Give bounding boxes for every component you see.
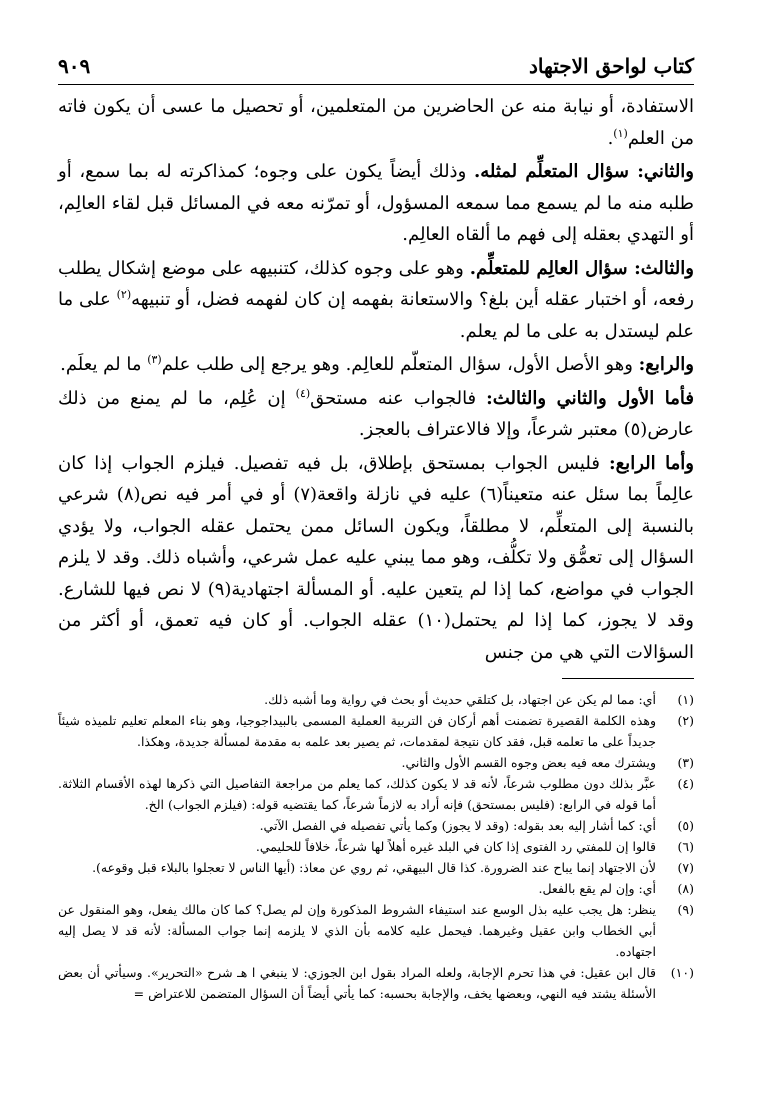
footnote-ref: (٣) [147, 353, 162, 366]
footnote-text: ويشترك معه فيه بعض وجوه القسم الأول والثاني. [401, 755, 656, 770]
paragraph-tail: إن عُلِم، ما لم يمنع من ذلك عارض(٥) معتبر شرعاً، وإلا فالاعتراف بالعجز. [58, 387, 694, 440]
footnote-number: (٢) [677, 713, 694, 728]
paragraph-tail: . [607, 127, 614, 149]
footnote-text: أي: كما أشار إليه بعد بقوله: (وقد لا يجوز) وكما يأتي تفصيله في الفصل الآتي. [259, 818, 656, 833]
paragraph-text: الاستفادة، أو نيابة منه عن الحاضرين من المتعلمين، أو تحصيل ما عسى أن يكون فاته من العلم [58, 96, 694, 149]
footnote [58, 710, 694, 752]
running-title: كتاب لواحق الاجتهاد [528, 54, 694, 78]
footnote-number: (٥) [677, 818, 694, 833]
footnote-number: (٨) [677, 881, 694, 896]
footnote-number: (١٠) [670, 965, 694, 980]
paragraph-lead: والثالث: سؤال العالِم للمتعلِّم. [469, 257, 694, 279]
paragraph-text: فليس الجواب بمستحق بإطلاق، بل فيه تفصيل. فيلزم الجواب إذا كان عالِماً بما سئل عنه متعيناً(٦) عليه في نازلة واقعة(٧) أو في أمر فيه نص(٨) شرعي بالنسبة إلى المتعلِّم، لا مطلقاً، ويكون السائل ممن يحتمل عقله الجواب، ولا يؤدي السؤال إلى تعمُّق ولا تكلُّف، وهو مما يبني عليه عمل شرعي، وأشباه ذلك. وقد لا يلزم الجواب في مواضع، كما إذا لم يتعين عليه. أو المسألة اجتهادية(٩) لا نص فيها للشارع. وقد لا يجوز، كما إذا لم يحتمل(١٠) عقله الجواب. أو كان فيه تعمق، أو أكثر من السؤالات التي هي من جنس [58, 452, 694, 663]
footnote-text: أي: مما لم يكن عن اجتهاد، بل كتلقي حديث أو بحث في رواية وما أشبه ذلك. [264, 692, 656, 707]
footnote [58, 878, 694, 899]
paragraph [58, 448, 694, 669]
footnote-text: وهذه الكلمة القصيرة تضمنت أهم أركان فن التربية العملية المسمى بالبيداجوجيا، وهو بناء المعلم تعليم تلميذه شيئاً جديداً على ما تعلمه قبل، فقد كان نتيجة لمقدمات، ثم يصير بعد علمه به مقدمة لمسألة جديدة، وهكذا. [58, 713, 656, 749]
paragraph-lead: والثاني: سؤال المتعلِّم لمثله. [473, 161, 694, 182]
footnote-text: ينظر: هل يجب عليه بذل الوسع عند استيفاء الشروط المذكورة وإن لم يصل؟ كما كان مالك يفعل، وهو المنقول عن أبي الخطاب وابن عقيل وغيرهما. فيحمل عليه كلامه بأن الذي لا يلزمه إنما جواب المسألة: لأنه قد لا يصل إليه اجتهاده. [58, 902, 656, 959]
page-header [58, 52, 694, 85]
paragraph-lead: فأما الأول والثاني والثالث: [486, 387, 695, 409]
footnote-text: عبَّر بذلك دون مطلوب شرعاً، لأنه قد لا يكون كذلك، كما يعلم من مراجعة التفاصيل التي ذكرها لهذه الأقسام الثلاثة. أما قوله في الرابع: (فليس بمستحق) فإنه أراد به لازماً شرعاً، كما يقتضيه قوله: (فيلزم الجواب) الخ. [58, 776, 656, 812]
paragraph-tail: ما لم يعلَم. [60, 354, 148, 375]
paragraph [58, 91, 694, 154]
footnote [58, 773, 694, 815]
footnote-ref: (١) [613, 126, 628, 140]
footnote-number: (٣) [677, 755, 694, 770]
paragraph [58, 156, 694, 251]
footnotes [58, 689, 694, 1004]
footnote-text: قال ابن عقيل: في هذا تحرم الإجابة، ولعله المراد بقول ابن الجوزي: لا ينبغي ا هـ شرح «التحرير». وسيأتي أن بعض الأسئلة يشتد فيه النهي، وبعضها يخف، والإجابة بحسبه: كما يأتي أيضاً أن السؤال المتضمن للاعتراض = [58, 965, 656, 1001]
paragraph [58, 253, 694, 348]
footnote-text: لأن الاجتهاد إنما يباح عند الضرورة. كذا قال البيهقي، ثم روي عن معاذ: (أيها الناس لا تعجلوا بالبلاء قبل وقوعه). [92, 860, 656, 875]
page-number: ٩٠٩ [58, 54, 91, 78]
footnote [58, 836, 694, 857]
footnote [58, 857, 694, 878]
footnote [58, 752, 694, 773]
footnote [58, 815, 694, 836]
footnote-number: (٦) [677, 839, 694, 854]
footnote-text: أي: وإن لم يقع بالفعل. [538, 881, 656, 896]
paragraph-tail: على ما علم ليستدل به على ما لم يعلم. [58, 289, 694, 342]
footnote-text: قالوا إن للمفتي رد الفتوى إذا كان في البلد غيره أهلاً لها شرعاً، خلافاً للحليمي. [255, 839, 656, 854]
footnote-number: (١) [677, 692, 694, 707]
paragraph-text: وهو على وجوه كذلك، كتنبيهه على موضع إشكال يطلب رفعه، أو اختبار عقله أين بلغ؟ والاستعانة بفهمه إن كان لفهمه فضل، أو تنبيهه [58, 257, 694, 310]
paragraph-text: وهو الأصل الأول، سؤال المتعلّم للعالِم. وهو يرجع إلى طلب علم [161, 354, 639, 375]
main-text [58, 91, 694, 668]
footnote-ref: (٤) [295, 386, 311, 400]
footnote-number: (٤) [677, 776, 694, 791]
paragraph-text: فالجواب عنه مستحق [310, 387, 487, 409]
footnote-divider [562, 678, 694, 679]
footnote [58, 899, 694, 962]
footnote [58, 962, 694, 1004]
footnote [58, 689, 694, 710]
paragraph [58, 349, 694, 381]
paragraph-text: وذلك أيضاً يكون على وجوه؛ كمذاكرته له بما سمع، أو طلبه منه ما لم يسمع مما سمعه المسؤول، أو تمرّنه معه في المسائل قبل لقاء العالِم، أو التهدي بعقله إلى فهم ما ألقاه العالِم. [58, 161, 695, 245]
paragraph-lead: وأما الرابع: [608, 452, 694, 474]
footnote-number: (٩) [677, 902, 694, 917]
footnote-ref: (٢) [116, 288, 132, 301]
footnote-number: (٧) [677, 860, 694, 875]
paragraph [58, 383, 694, 446]
paragraph-lead: والرابع: [638, 354, 694, 375]
